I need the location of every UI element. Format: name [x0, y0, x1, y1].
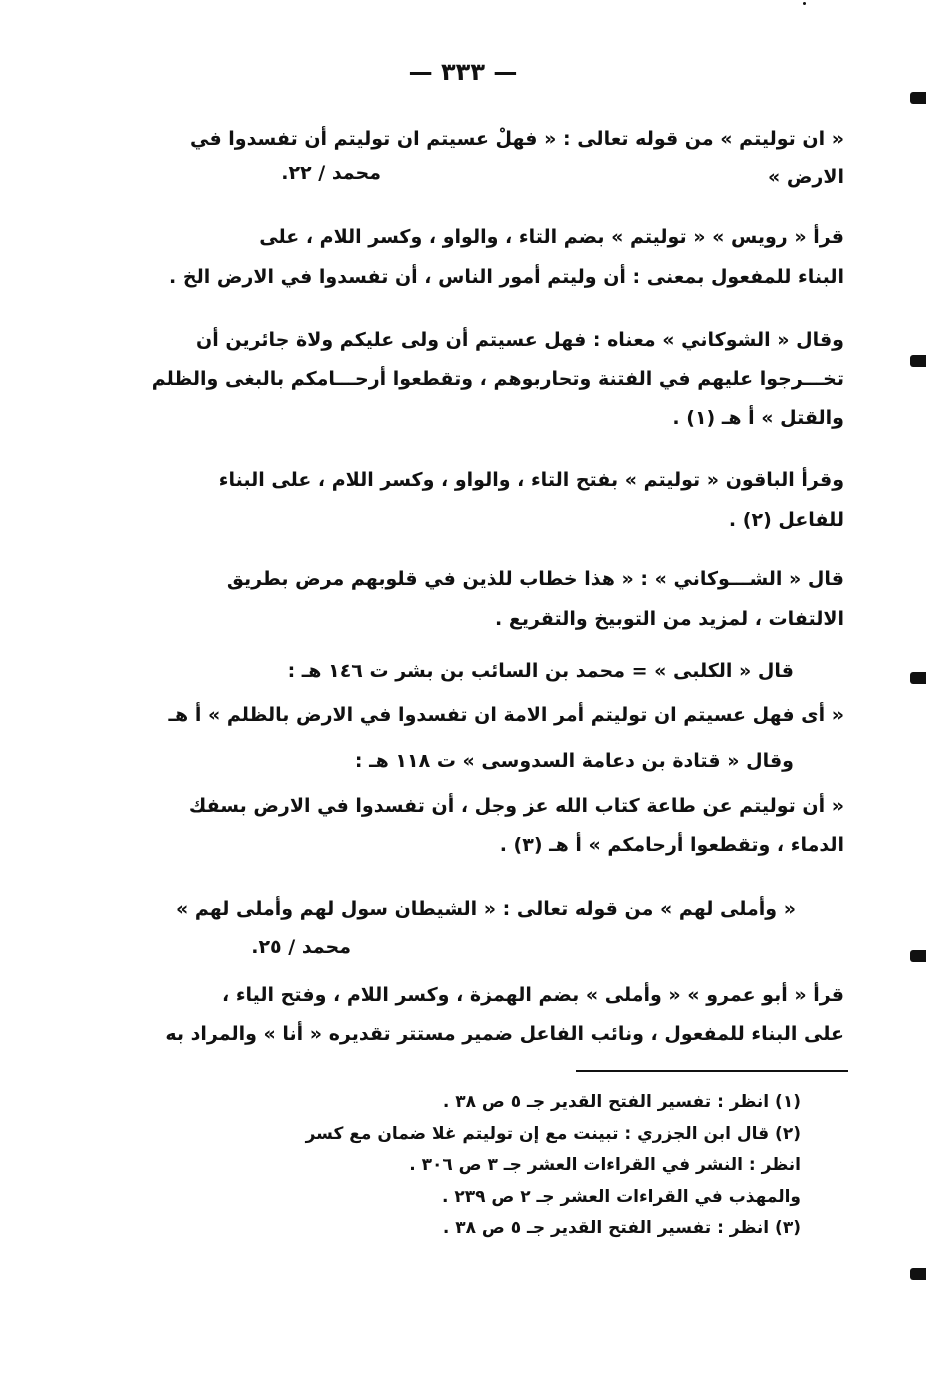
footnote: (٣) انظر : تفسير الفتح القدير جـ ٥ ص ٣٨ .	[442, 1218, 801, 1238]
verse-line: الارض »	[767, 166, 844, 188]
scan-edge-mark	[910, 950, 926, 962]
speck	[803, 2, 806, 5]
paragraph-line: قال « الشـــوكاني » : « هذا خطاب للذين في قلوبهم مرض بطريق	[226, 568, 844, 590]
scan-edge-mark	[910, 672, 926, 684]
paragraph-line: وقرأ الباقون « توليتم » بفتح التاء ، والواو ، وكسر اللام ، على البناء	[218, 469, 844, 491]
verse-line: « وأملى لهم » من قوله تعالى : « الشيطان سول لهم وأملى لهم »	[175, 898, 796, 920]
paragraph-line: وقال « الشوكاني » معناه : فهل عسيتم أن ولى عليكم ولاة جائرين أن	[196, 329, 844, 351]
footnote-divider	[576, 1070, 848, 1072]
paragraph-line: « أى فهل عسيتم ان توليتم أمر الامة ان تفسدوا في الارض بالظلم » أ هـ	[168, 704, 844, 726]
page-number: — ٣٣٣ —	[408, 58, 518, 86]
footnote: والمهذب في القراءات العشر جـ ٢ ص ٢٣٩ .	[441, 1187, 801, 1207]
paragraph-line: وقال « قتادة بن دعامة السدوسى » ت ١١٨ هـ :	[354, 750, 794, 772]
footnote: (٢) قال ابن الجزري : تبينت مع إن توليتم غلا ضمان مع كسر	[305, 1124, 801, 1144]
scan-edge-mark	[910, 355, 926, 367]
paragraph-line: الدماء ، وتقطعوا أرحامكم » أ هـ (٣) .	[499, 834, 844, 856]
paragraph-line: والقتل » أ هـ (١) .	[672, 407, 844, 429]
verse-reference: محمد / ٢٢.	[281, 162, 381, 184]
paragraph-line: قرأ « أبو عمرو » « وأملى » بضم الهمزة ، وكسر اللام ، وفتح الياء ،	[221, 984, 844, 1006]
paragraph-line: البناء للمفعول بمعنى : أن وليتم أمور الناس ، أن تفسدوا في الارض الخ .	[169, 266, 844, 288]
paragraph-line: للفاعل (٢) .	[728, 509, 844, 531]
scan-edge-mark	[910, 1268, 926, 1280]
footnote: انظر : النشر في القراءات العشر جـ ٣ ص ٣٠٦ .	[409, 1155, 801, 1175]
verse-reference: محمد / ٢٥.	[251, 936, 351, 958]
paragraph-line: على البناء للمفعول ، ونائب الفاعل ضمير مستتر تقديره « أنا » والمراد به	[165, 1023, 844, 1045]
paragraph-line: قرأ « رويس » « توليتم » بضم التاء ، والواو ، وكسر اللام ، على	[259, 226, 844, 248]
verse-line: « ان توليتم » من قوله تعالى : « فهلْ عسيتم ان توليتم أن تفسدوا في	[189, 128, 844, 150]
scan-edge-mark	[910, 92, 926, 104]
paragraph-line: « أن توليتم عن طاعة كتاب الله عز وجل ، أن تفسدوا في الارض بسفك	[188, 795, 844, 817]
footnote: (١) انظر : تفسير الفتح القدير جـ ٥ ص ٣٨ .	[442, 1092, 801, 1112]
paragraph-line: تخـــرجوا عليهم في الفتنة وتحاربوهم ، وتقطعوا أرحـــامكم بالبغى والظلم	[151, 368, 844, 390]
paragraph-line: قال « الكلبى » = محمد بن السائب بن بشر ت ١٤٦ هـ :	[287, 660, 794, 682]
paragraph-line: الالتفات ، لمزيد من التوبيخ والتقريع .	[495, 608, 844, 630]
